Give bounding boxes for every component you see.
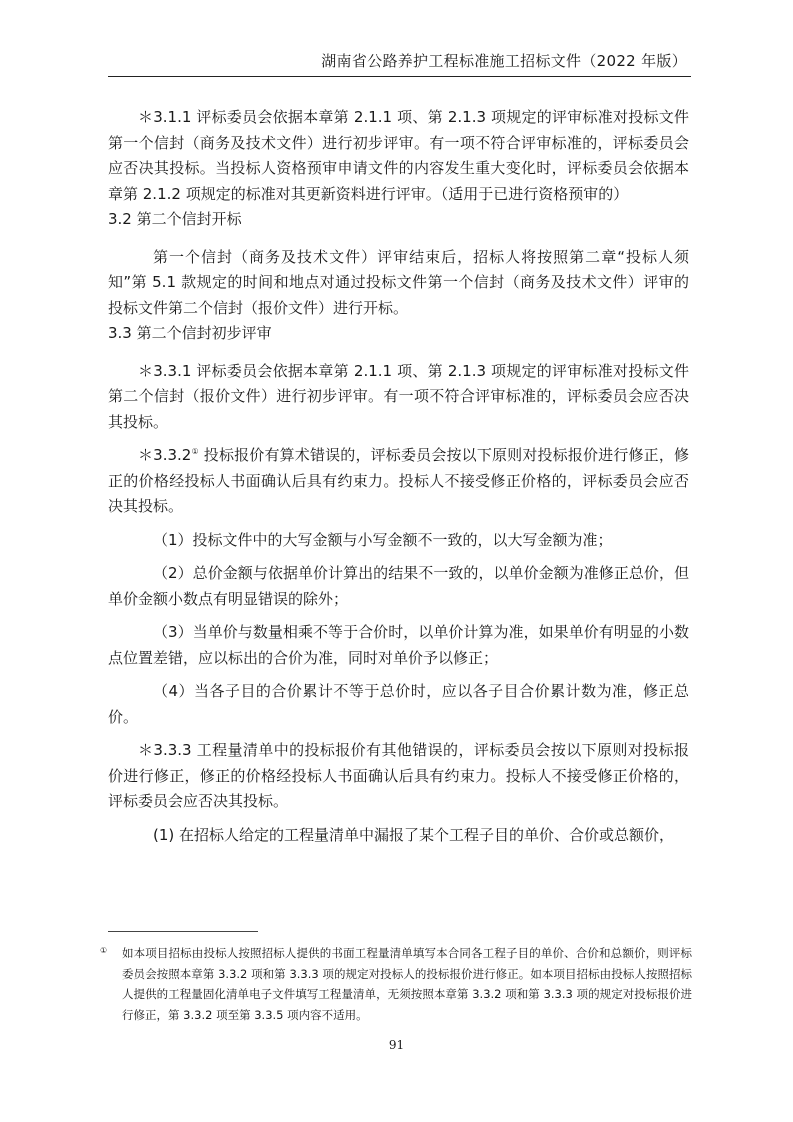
paragraph-3-3-2 <box>108 443 689 520</box>
footnote-reference[interactable]: ① <box>191 447 199 456</box>
header-divider <box>108 76 691 77</box>
list-item-1: （1）投标文件中的大写金额与小写金额不一致的，以大写金额为准； <box>153 530 613 549</box>
footnote-mark: ① <box>100 946 108 955</box>
list-item-2: （2）总价金额与依据单价计算出的结果不一致的，以单价金额为准修正总价，但单价金额小数点有明显错误的除外； <box>108 564 689 608</box>
footnote-text: 如本项目招标由投标人按照招标人提供的书面工程量清单填写本合同各工程子目的单价、合价和总额价，则评标委员会按照本章第 3.3.2 项和第 3.3.3 项的规定对投标人的投标报价进行修正。如本项目招标由投标人按照招标人提供的工程量固化清单电子文件填写工程量清单，无须按照本章第 3.3.2 项和第 3.3.3 项的规定对投标报价进行修正，第 3.3.2 项至第 3.3.5 项内容不适用。 <box>122 946 692 1022</box>
section-heading-3-3: 3.3 第二个信封初步评审 <box>108 324 272 342</box>
section-heading-3-2: 3.2 第二个信封开标 <box>108 210 242 228</box>
footnote-divider <box>108 931 258 932</box>
paragraph-3-3-1: ＊3.3.1 评标委员会依据本章第 2.1.1 项、第 2.1.3 项规定的评审标准对投标文件第二个信封（报价文件）进行初步评审。有一项不符合评审标准的，评标委员会应否决其投标。 <box>108 361 689 431</box>
list-item-3: （3）当单价与数量相乘不等于合价时，以单价计算为准，如果单价有明显的小数点位置差错，应以标出的合价为准，同时对单价予以修正； <box>108 623 689 667</box>
footnote <box>100 943 692 1025</box>
paragraph-3-3-3: ＊3.3.3 工程量清单中的投标报价有其他错误的，评标委员会按以下原则对投标报价进行修正，修正的价格经投标人书面确认后具有约束力。投标人不接受修正价格的，评标委员会应否决其投标。 <box>108 741 689 810</box>
main-content <box>108 105 689 848</box>
list-item-4: （4）当各子目的合价累计不等于总价时，应以各子目合价累计数为准，修正总价。 <box>108 682 689 726</box>
paragraph-3-1-1: ＊3.1.1 评标委员会依据本章第 2.1.1 项、第 2.1.3 项规定的评审标准对投标文件第一个信封（商务及技术文件）进行初步评审。有一项不符合评审标准的，评标委员会应否决其投标。当投标人资格预审申请文件的内容发生重大变化时，评标委员会依据本章第 2.1.2 项规定的标准对其更新资料进行评审。（适用于已进行资格预审的） <box>108 108 689 203</box>
paragraph-3-2: 第一个信封（商务及技术文件）评审结束后，招标人将按照第二章“投标人须知”第 5.1 款规定的时间和地点对通过投标文件第一个信封（商务及技术文件）评审的投标文件第二个信封（报价文件）进行开标。 <box>108 247 689 317</box>
running-header: 湖南省公路养护工程标准施工招标文件（2022 年版） <box>321 52 687 70</box>
list-item-3-3-3-1: (1) 在招标人给定的工程量清单中漏报了某个工程子目的单价、合价或总额价， <box>153 825 675 844</box>
page-number: 91 <box>388 1038 405 1052</box>
clause-number: ＊3.3.2 <box>138 446 192 464</box>
clause-text: 投标报价有算术错误的，评标委员会按以下原则对投标报价进行修正，修正的价格经投标人书面确认后具有约束力。投标人不接受修正价格的，评标委员会应否决其投标。 <box>108 446 690 515</box>
